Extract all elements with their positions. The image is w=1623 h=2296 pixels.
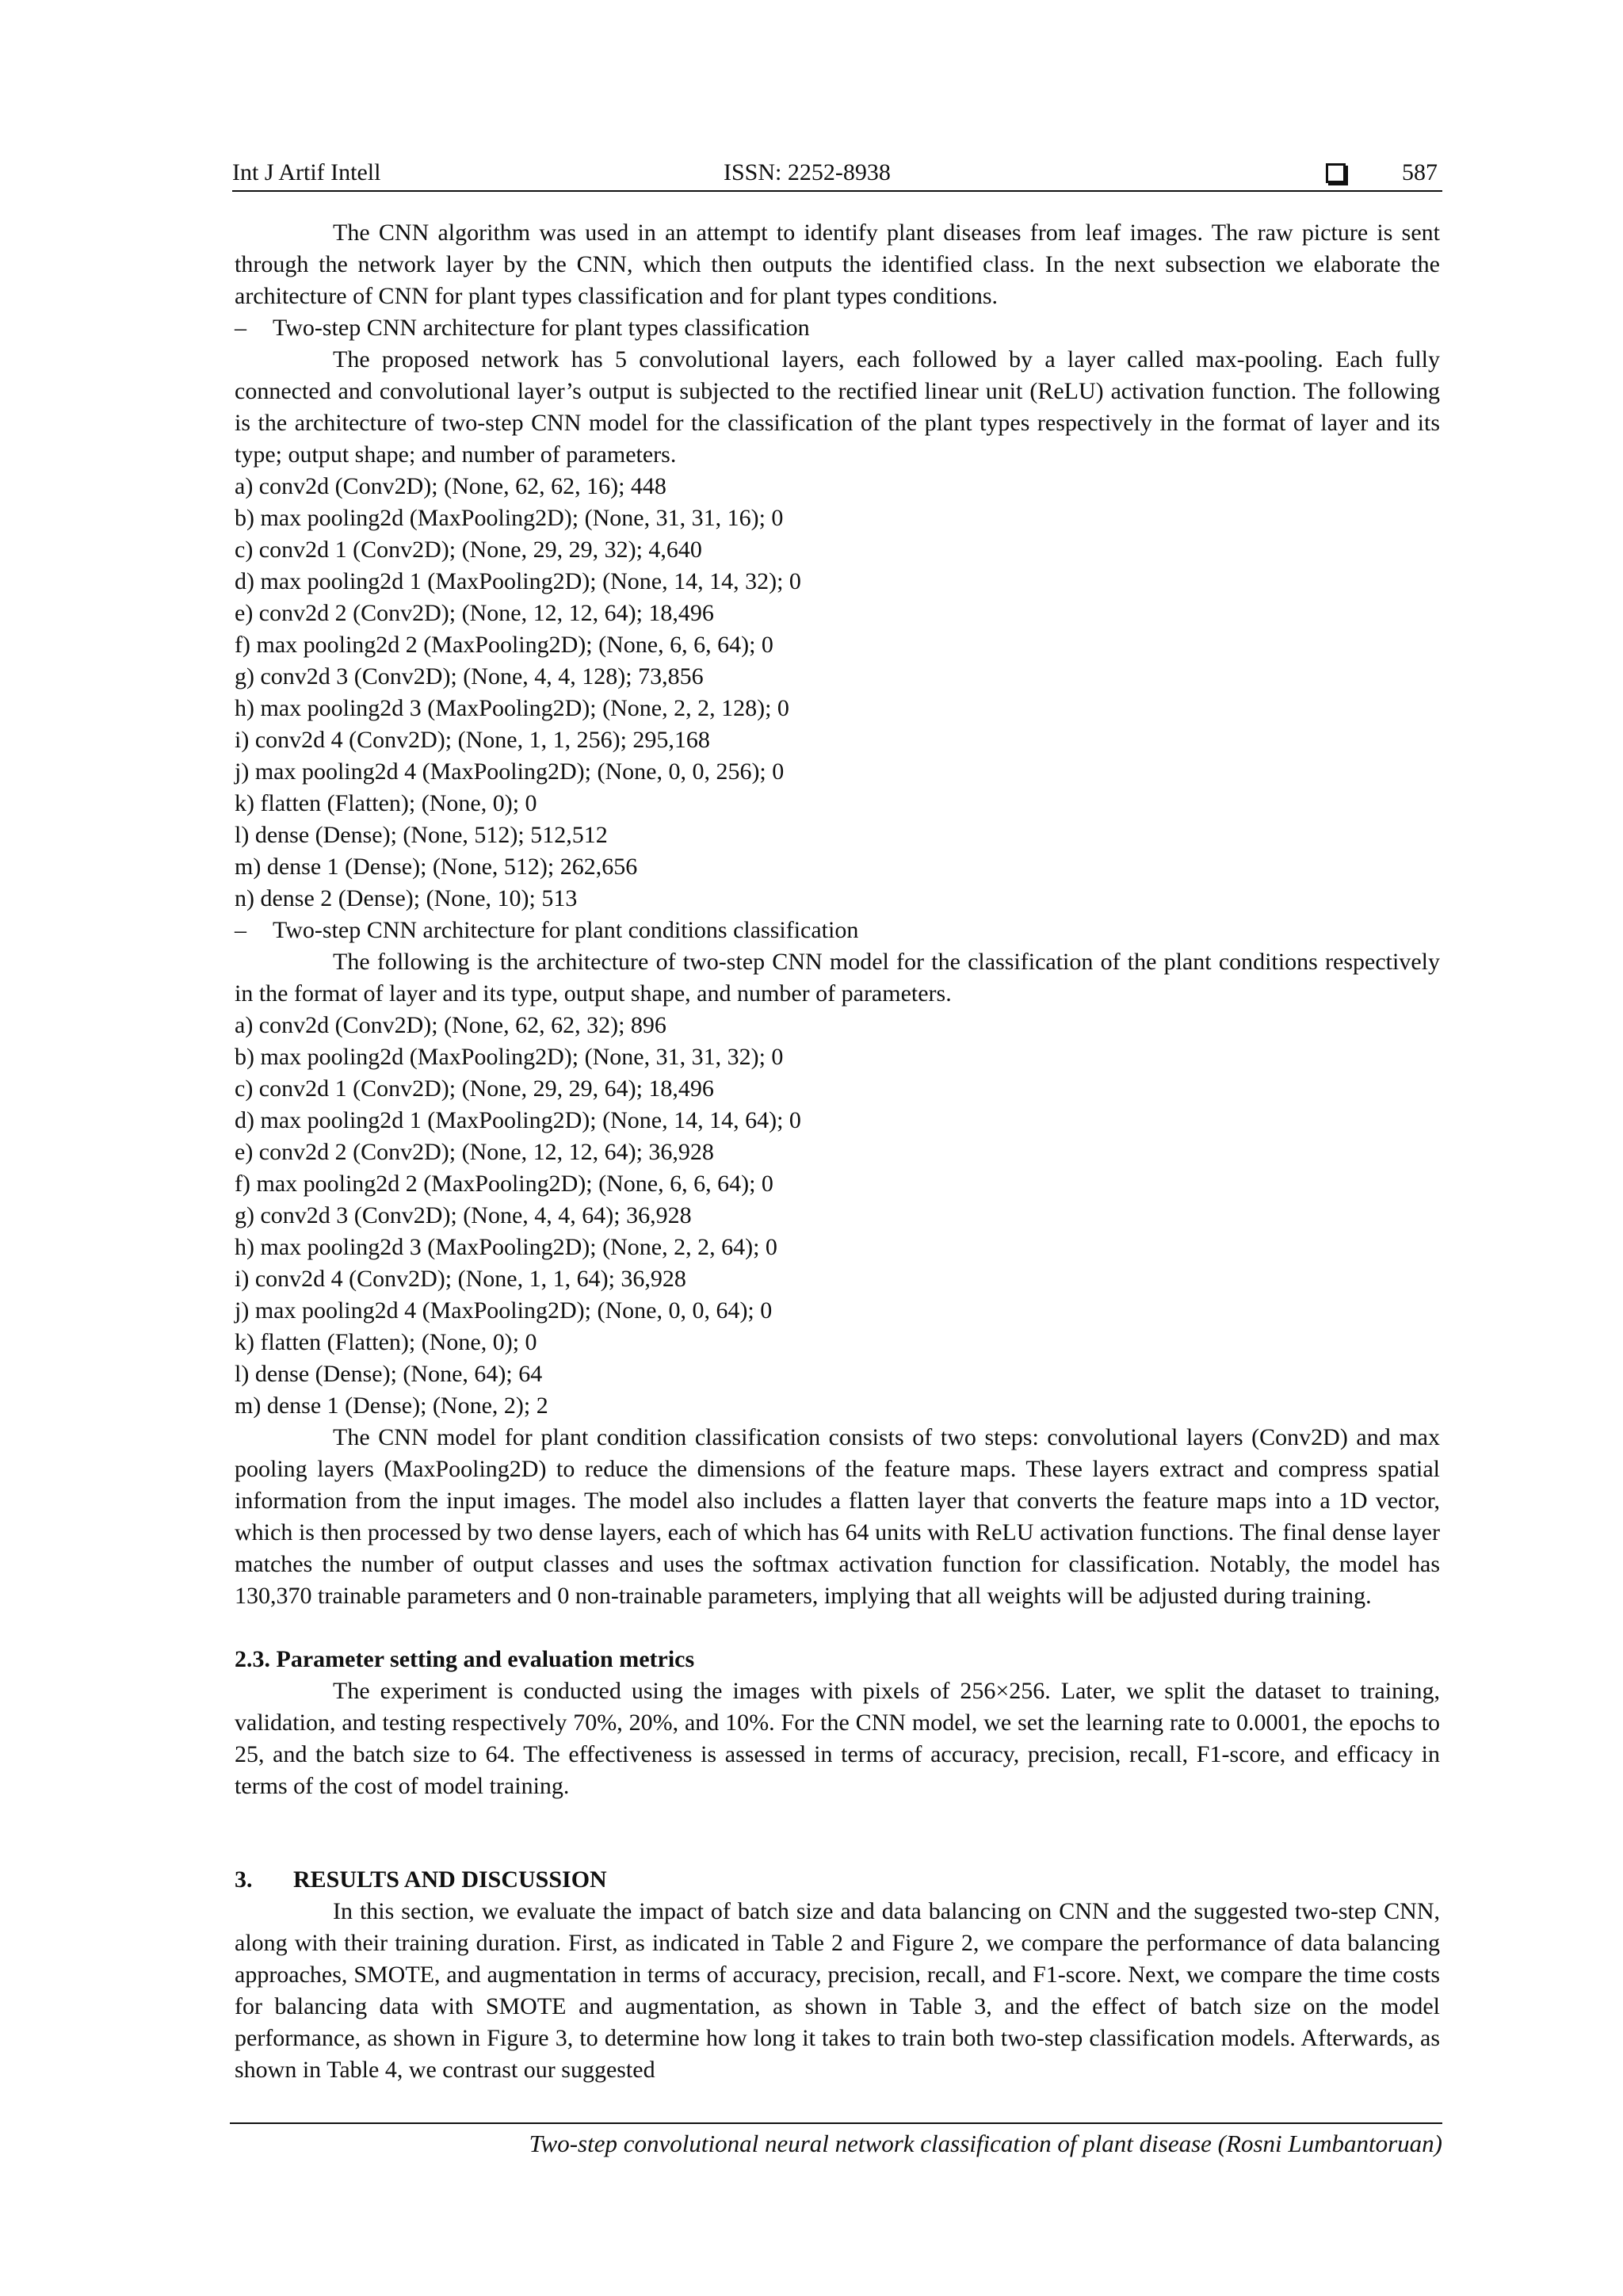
layer-item: a) conv2d (Conv2D); (None, 62, 62, 32); 896 <box>235 1012 666 1038</box>
types-paragraph: The proposed network has 5 convolutional layers, each followed by a layer called max-pooling. Each fully connected and convolutional layer’s output is subjected to the rectified linear unit (ReLU) activation function. The following is the architecture of two-step CNN model for the classification of the plant types respectively in the format of layer and its type; output shape; and number of parameters. <box>235 346 1440 468</box>
conditions-bullet-text: Two-step CNN architecture for plant conditions classification <box>273 917 859 943</box>
layer-item: j) max pooling2d 4 (MaxPooling2D); (None, 0, 0, 64); 0 <box>235 1297 773 1324</box>
layer-item: h) max pooling2d 3 (MaxPooling2D); (None, 2, 2, 64); 0 <box>235 1234 777 1260</box>
conditions-paragraph: The following is the architecture of two-step CNN model for the classification of the plant conditions respectively in the format of layer and its type, output shape, and number of parameters. <box>235 949 1440 1007</box>
issn: ISSN: 2252-8938 <box>724 159 891 185</box>
footer-rule <box>230 2122 1442 2124</box>
dash-glyph: – <box>235 917 246 943</box>
journal-name: Int J Artif Intell <box>232 159 381 185</box>
section-2-3-paragraph: The experiment is conducted using the images with pixels of 256×256. Later, we split the dataset to training, validation, and testing respectively 70%, 20%, and 10%. For the CNN model, we set the learning rate to 0.0001, the epochs to 25, and the batch size to 64. The effectiveness is assessed in terms of accuracy, precision, recall, F1-score, and efficacy in terms of the cost of model training. <box>235 1678 1440 1799</box>
layer-item: f) max pooling2d 2 (MaxPooling2D); (None, 6, 6, 64); 0 <box>235 632 773 658</box>
layer-item: e) conv2d 2 (Conv2D); (None, 12, 12, 64); 18,496 <box>235 600 714 626</box>
layer-item: m) dense 1 (Dense); (None, 512); 262,656 <box>235 854 638 880</box>
layer-item: b) max pooling2d (MaxPooling2D); (None, 31, 31, 32); 0 <box>235 1044 784 1070</box>
layer-item: e) conv2d 2 (Conv2D); (None, 12, 12, 64); 36,928 <box>235 1139 714 1165</box>
layer-item: g) conv2d 3 (Conv2D); (None, 4, 4, 64); 36,928 <box>235 1202 692 1228</box>
types-bullet-text: Two-step CNN architecture for plant types classification <box>273 315 810 341</box>
layer-item: c) conv2d 1 (Conv2D); (None, 29, 29, 32); 4,640 <box>235 537 702 563</box>
layer-item: m) dense 1 (Dense); (None, 2); 2 <box>235 1392 548 1419</box>
running-footer: Two-step convolutional neural network classification of plant disease (Rosni Lumbantoruan) <box>529 2130 1442 2157</box>
layer-item: l) dense (Dense); (None, 64); 64 <box>235 1361 543 1387</box>
conditions-layer-list <box>235 1010 1440 1422</box>
conditions-bullet <box>235 915 1440 946</box>
layer-item: j) max pooling2d 4 (MaxPooling2D); (None, 0, 0, 256); 0 <box>235 758 785 785</box>
dash-glyph: – <box>235 315 246 341</box>
conditions-summary: The CNN model for plant condition classification consists of two steps: convolutional layers (Conv2D) and max pooling layers (MaxPooling2D) to reduce the dimensions of the feature maps. These layers extract and compress spatial information from the input images. The model also includes a flatten layer that converts the feature maps into a 1D vector, which is then processed by two dense layers, each of which has 64 units with ReLU activation functions. The final dense layer matches the number of output classes and uses the softmax activation function for classification. Notably, the model has 130,370 trainable parameters and 0 non-trainable parameters, implying that all weights will be adjusted during training. <box>235 1424 1440 1609</box>
layer-item: g) conv2d 3 (Conv2D); (None, 4, 4, 128); 73,856 <box>235 663 704 690</box>
square-bullet-icon <box>1326 163 1346 183</box>
layer-item: f) max pooling2d 2 (MaxPooling2D); (None, 6, 6, 64); 0 <box>235 1171 773 1197</box>
layer-item: l) dense (Dense); (None, 512); 512,512 <box>235 822 608 848</box>
intro-paragraph: The CNN algorithm was used in an attempt to identify plant diseases from leaf images. The raw picture is sent through the network layer by the CNN, which then outputs the identified class. In the next subsection we elaborate the architecture of CNN for plant types classification and for plant types conditions. <box>235 220 1440 309</box>
types-layer-list <box>235 471 1440 915</box>
section-3-paragraph: In this section, we evaluate the impact of batch size and data balancing on CNN and the suggested two-step CNN, along with their training duration. First, as indicated in Table 2 and Figure 2, we compare the performance of data balancing approaches, SMOTE, and augmentation in terms of accuracy, precision, recall, and F1-score. Next, we compare the time costs for balancing data with SMOTE and augmentation, as shown in Table 3, and the effect of batch size on the model performance, as shown in Figure 3, to determine how long it takes to train both two-step classification models. Afterwards, as shown in Table 4, we contrast our suggested <box>235 1898 1440 2083</box>
layer-item: d) max pooling2d 1 (MaxPooling2D); (None, 14, 14, 32); 0 <box>235 568 801 594</box>
layer-item: k) flatten (Flatten); (None, 0); 0 <box>235 790 537 816</box>
layer-item: c) conv2d 1 (Conv2D); (None, 29, 29, 64); 18,496 <box>235 1075 714 1102</box>
page-number: 587 <box>1402 159 1438 185</box>
spacer <box>235 1612 1440 1644</box>
section-3-heading <box>235 1864 1440 1896</box>
layer-item: i) conv2d 4 (Conv2D); (None, 1, 1, 64); 36,928 <box>235 1266 686 1292</box>
layer-item: n) dense 2 (Dense); (None, 10); 513 <box>235 885 578 911</box>
layer-item: d) max pooling2d 1 (MaxPooling2D); (None, 14, 14, 64); 0 <box>235 1107 801 1133</box>
layer-item: a) conv2d (Conv2D); (None, 62, 62, 16); 448 <box>235 473 666 499</box>
header-rule <box>232 190 1442 192</box>
layer-item: b) max pooling2d (MaxPooling2D); (None, 31, 31, 16); 0 <box>235 505 784 531</box>
main-content <box>235 217 1440 2086</box>
section-2-3-heading: 2.3. Parameter setting and evaluation metrics <box>235 1646 695 1672</box>
section-3-number: 3. <box>235 1866 253 1893</box>
types-bullet <box>235 312 1440 344</box>
running-header <box>232 155 1442 190</box>
layer-item: h) max pooling2d 3 (MaxPooling2D); (None, 2, 2, 128); 0 <box>235 695 789 721</box>
layer-item: k) flatten (Flatten); (None, 0); 0 <box>235 1329 537 1355</box>
layer-item: i) conv2d 4 (Conv2D); (None, 1, 1, 256); 295,168 <box>235 727 710 753</box>
section-3-title: RESULTS AND DISCUSSION <box>293 1866 607 1893</box>
spacer <box>235 1802 1440 1864</box>
